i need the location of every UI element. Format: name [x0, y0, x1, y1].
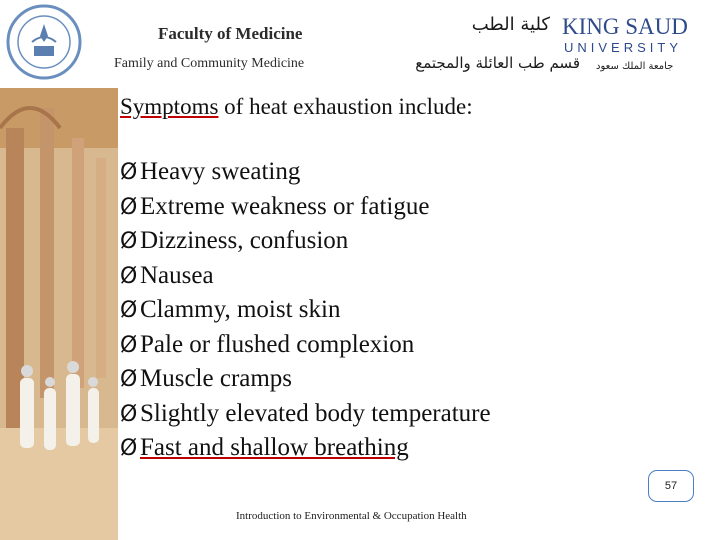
- list-item: Ø Muscle cramps: [120, 362, 491, 397]
- list-item: Ø Clammy, moist skin: [120, 293, 491, 328]
- list-item: Ø Dizziness, confusion: [120, 224, 491, 259]
- arrow-bullet-icon: Ø: [120, 263, 138, 289]
- list-item: Ø Fast and shallow breathing: [120, 431, 491, 466]
- arrow-bullet-icon: Ø: [120, 160, 138, 185]
- arrow-bullet-icon: Ø: [120, 194, 138, 220]
- list-item: Ø Pale or flushed complexion: [120, 328, 491, 363]
- symptom-list: [120, 155, 491, 466]
- ksu-wordmark-logo: [560, 10, 716, 56]
- faculty-name-ar: كلية الطب: [471, 14, 550, 35]
- ksu-name: KING SAUD: [562, 14, 688, 39]
- slide-heading: [120, 94, 473, 120]
- list-item: Ø Nausea: [120, 259, 491, 294]
- arrow-bullet-icon: Ø: [120, 332, 138, 358]
- department-name-ar: قسم طب العائلة والمجتمع: [415, 54, 580, 72]
- arrow-bullet-icon: Ø: [120, 436, 138, 461]
- university-seal-logo: [4, 2, 84, 82]
- heading-rest: of heat exhaustion include:: [218, 94, 473, 119]
- faculty-name-en: Faculty of Medicine: [158, 24, 303, 43]
- list-item: Ø Heavy sweating: [120, 155, 491, 190]
- footer-course-title: Introduction to Environmental & Occupation Health: [236, 510, 467, 522]
- arrow-bullet-icon: Ø: [120, 401, 138, 427]
- list-item: Ø Slightly elevated body temperature: [120, 397, 491, 432]
- campus-photo: [0, 88, 118, 540]
- list-item: Ø Extreme weakness or fatigue: [120, 190, 491, 225]
- arrow-bullet-icon: Ø: [120, 298, 138, 323]
- university-name-ar: جامعة الملك سعود: [596, 61, 674, 72]
- arrow-bullet-icon: Ø: [120, 367, 138, 392]
- ksu-sub: UNIVERSITY: [564, 40, 683, 55]
- page-number: 57: [648, 470, 694, 502]
- arrow-bullet-icon: Ø: [120, 229, 138, 254]
- department-name-en: Family and Community Medicine: [114, 56, 305, 71]
- heading-keyword: Symptoms: [120, 94, 219, 119]
